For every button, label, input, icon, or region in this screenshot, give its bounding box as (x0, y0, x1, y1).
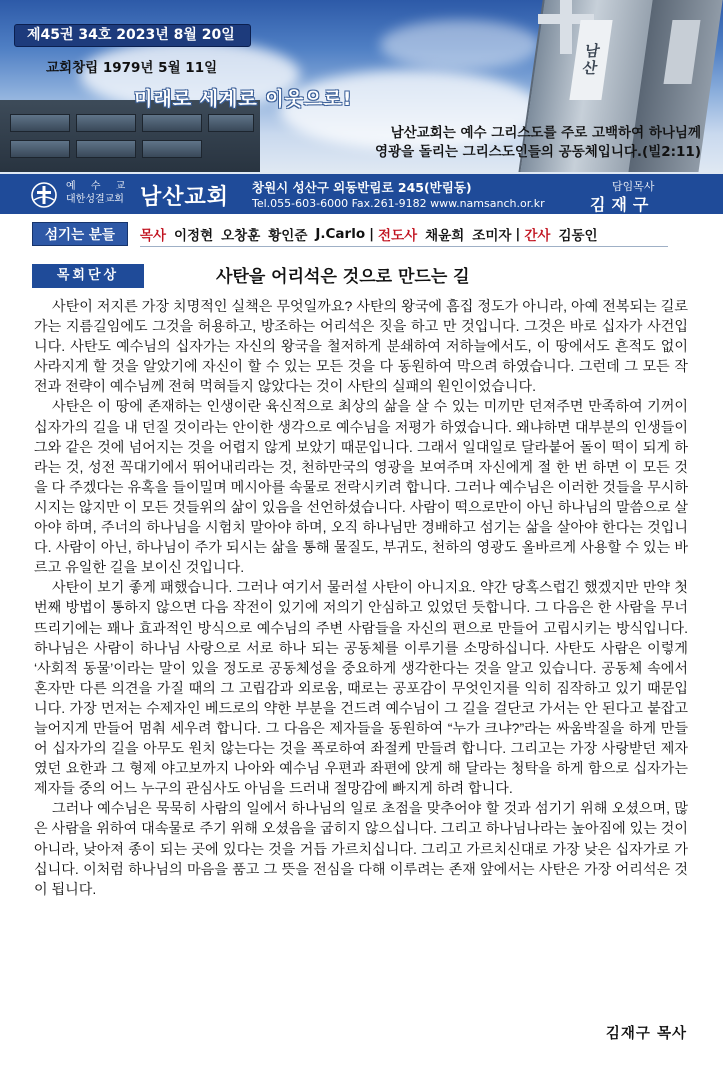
separator: | (369, 226, 375, 242)
ministers-row (32, 222, 598, 246)
issue-info: 제45권 34호 2023년 8월 20일 (14, 24, 251, 47)
pastor-name: 김재구 (590, 195, 655, 214)
church-slogan: 미래로 세계로 이웃으로! (134, 88, 353, 110)
article-paragraph: 사탄이 저지른 가장 치명적인 실책은 무엇일까요? 사탄의 왕국에 흠집 정도가 아니라, 아예 전복되는 길로 가는 지름길임에도 그것을 허용하고, 방조하는 어리석은 짓을 하고 만 것입니다. 그것은 바로 십자가 사건입니다. 사탄도 예수님의 십자가는 자신의 왕국을 철저하게 분쇄하여 저하늘에서도, 이 땅에서도 흔적도 없이 사라지게 할 것을 알았기에 자신이 할 수 있는 모든 것을 다 동원하여 막으려 하였습니다. 그런데 그 모든 작전과 전략이 예수님께 전혀 먹혀들지 않았다는 것이 사탄의 실패의 원인이었습니다. (34, 298, 688, 395)
minister-name: J.Carlo (315, 226, 366, 242)
mission-statement (375, 124, 701, 162)
article-body (34, 296, 688, 899)
article-title: 사탄을 어리석은 것으로 만드는 길 (216, 267, 470, 287)
church-name: 남산교회 (140, 185, 230, 210)
tower-sign: 남산 (569, 20, 612, 100)
denomination (66, 180, 131, 206)
mission-line: 남산교회는 예수 그리스도를 주로 고백하여 하나님께 (390, 125, 701, 141)
minister-name: 이정현 (174, 228, 214, 244)
cross-icon (560, 0, 572, 54)
header-banner (0, 0, 723, 172)
cloud (380, 20, 540, 70)
minister-name: 조미자 (472, 228, 512, 244)
church-contact: Tel.055-603-6000 Fax.261-9182 www.namsanch.or.kr (252, 197, 545, 210)
minister-role: 간사 (524, 228, 551, 244)
pastor-role: 담임목사 (612, 180, 655, 193)
column-label: 목회단상 (32, 264, 144, 288)
ministers-label: 섬기는 분들 (32, 222, 128, 246)
minister-role: 목사 (139, 228, 166, 244)
separator: | (515, 226, 521, 242)
church-address: 창원시 성산구 외동반림로 245(반림동) (252, 180, 472, 195)
church-logo-icon (30, 182, 58, 208)
minister-name: 오창훈 (221, 228, 261, 244)
minister-name: 김동인 (558, 228, 598, 244)
denomination-line: 대한성결교회 (66, 194, 124, 205)
minister-name: 황인준 (268, 228, 308, 244)
minister-name: 채윤희 (425, 228, 465, 244)
article-author: 김재구 목사 (605, 1026, 687, 1042)
divider (140, 246, 668, 247)
mission-line: 영광을 돌리는 그리스도인들의 공동체입니다.(빌2:11) (375, 144, 701, 160)
church-info-bar (0, 172, 723, 214)
article-paragraph: 사탄은 이 땅에 존재하는 인생이란 육신적으로 최상의 삶을 살 수 있는 미끼만 던져주면 만족하여 기꺼이 십자가의 길을 내 던질 것이라는 안이한 생각으로 예수님을 저평가 하였습니다. 왜냐하면 대부분의 인생들이 그와 같은 것에 넘어지는 것을 어렵지 않게 보았기 때문입니다. 그래서 일대일로 달라붙어 돌이 떡이 되게 하라는 것, 성전 꼭대기에서 뛰어내리라는 것, 천하만국의 영광을 보여주며 자신에게 절 한 번 하면 이 모든 것을 다 주겠다는 유혹을 들이밀며 메시아를 속물로 전락시키려 합니다. 그러나 예수님은 이러한 것들을 무시하시지는 않지만 이 모든 것들위의 삶이 있음을 선언하셨습니다. 사람이 떡으로만이 아닌 하나님의 말씀으로 살아야 하며, 주너의 하나님을 시험치 말아야 하며, 오직 하나님만 경배하고 섬기는 삶을 살아야 한다는 것입니다. 사람이 아닌, 하나님이 주가 되시는 삶을 통해 물질도, 부귀도, 천하의 영광도 올바르게 사용할 수 있는 바르고 유일한 길을 보이신 것입니다. (34, 398, 688, 576)
founded-date: 교회창립 1979년 5월 11일 (46, 60, 218, 76)
article-paragraph: 그러나 예수님은 묵묵히 사람의 일에서 하나님의 일로 초점을 맞추어야 할 것과 섬기기 위해 오셨으며, 많은 사람을 위하여 대속물로 주기 위해 오셨음을 굽히지 않으십니다. 그리고 하나님나라는 높아짐에 있는 것이 아니라, 낮아져 종이 되는 곳에 있다는 것을 거듭 가르치십니다. 그리고 가르치신대로 가장 낮은 십자가로 가십니다. 이처럼 하나님의 마음을 품고 그 뜻을 전심을 다해 이루려는 존재 앞에서는 사탄은 가장 어리석은 것이 됩니다. (34, 800, 688, 897)
denomination-line: 예 수 교 (66, 181, 132, 192)
minister-role: 전도사 (378, 228, 418, 244)
article-paragraph: 사탄이 보기 좋게 패했습니다. 그러나 여기서 물러설 사탄이 아니지요. 약간 당혹스럽긴 했겠지만 만약 첫 번째 방법이 통하지 않으면 다음 작전이 있기에 저의기 안심하고 있었던 듯합니다. 그 다음은 한 사람을 무너뜨리기에는 꽤나 효과적인 방식으로 예수님의 주변 사람들을 자신의 편으로 만들어 고립시키는 방식입니다. 하나님은 사람이 하나님 사랑으로 서로 하나 되는 공동체를 이루기를 소망하십니다. 사탄도 사람은 이렇게 ‘사회적 동물’이라는 말이 있을 정도로 공동체성을 중요하게 생각한다는 것을 알고 있습니다. 공동체 속에서 혼자만 다른 의견을 가질 때의 그 고립감과 외로움, 때로는 공포감이 무엇인지를 익히 짐작하고 있기 때문입니다. 가장 먼저는 수제자인 베드로의 약한 부분을 건드려 예수님이 그 길을 걸단코 가서는 안 된다고 붙잡고 늘어지게 만들어 멈춰 세우려 합니다. 그 다음은 제자들을 동원하여 “누가 크냐?”라는 싸움박질을 하게 만들어 십자가의 길을 아무도 원치 않는다는 것을 폭로하여 좌절케 만들려 합니다. 그리고는 가장 사랑받던 제자였던 요한과 그 형제 야고보까지 나아와 예수님 우편과 좌편에 앉게 해 달라는 청탁을 하게 함으로 십자가는 제자들 중의 어느 누구의 관심사도 아님을 드러내 절망감에 빠지게 하려 합니다. (34, 579, 688, 797)
